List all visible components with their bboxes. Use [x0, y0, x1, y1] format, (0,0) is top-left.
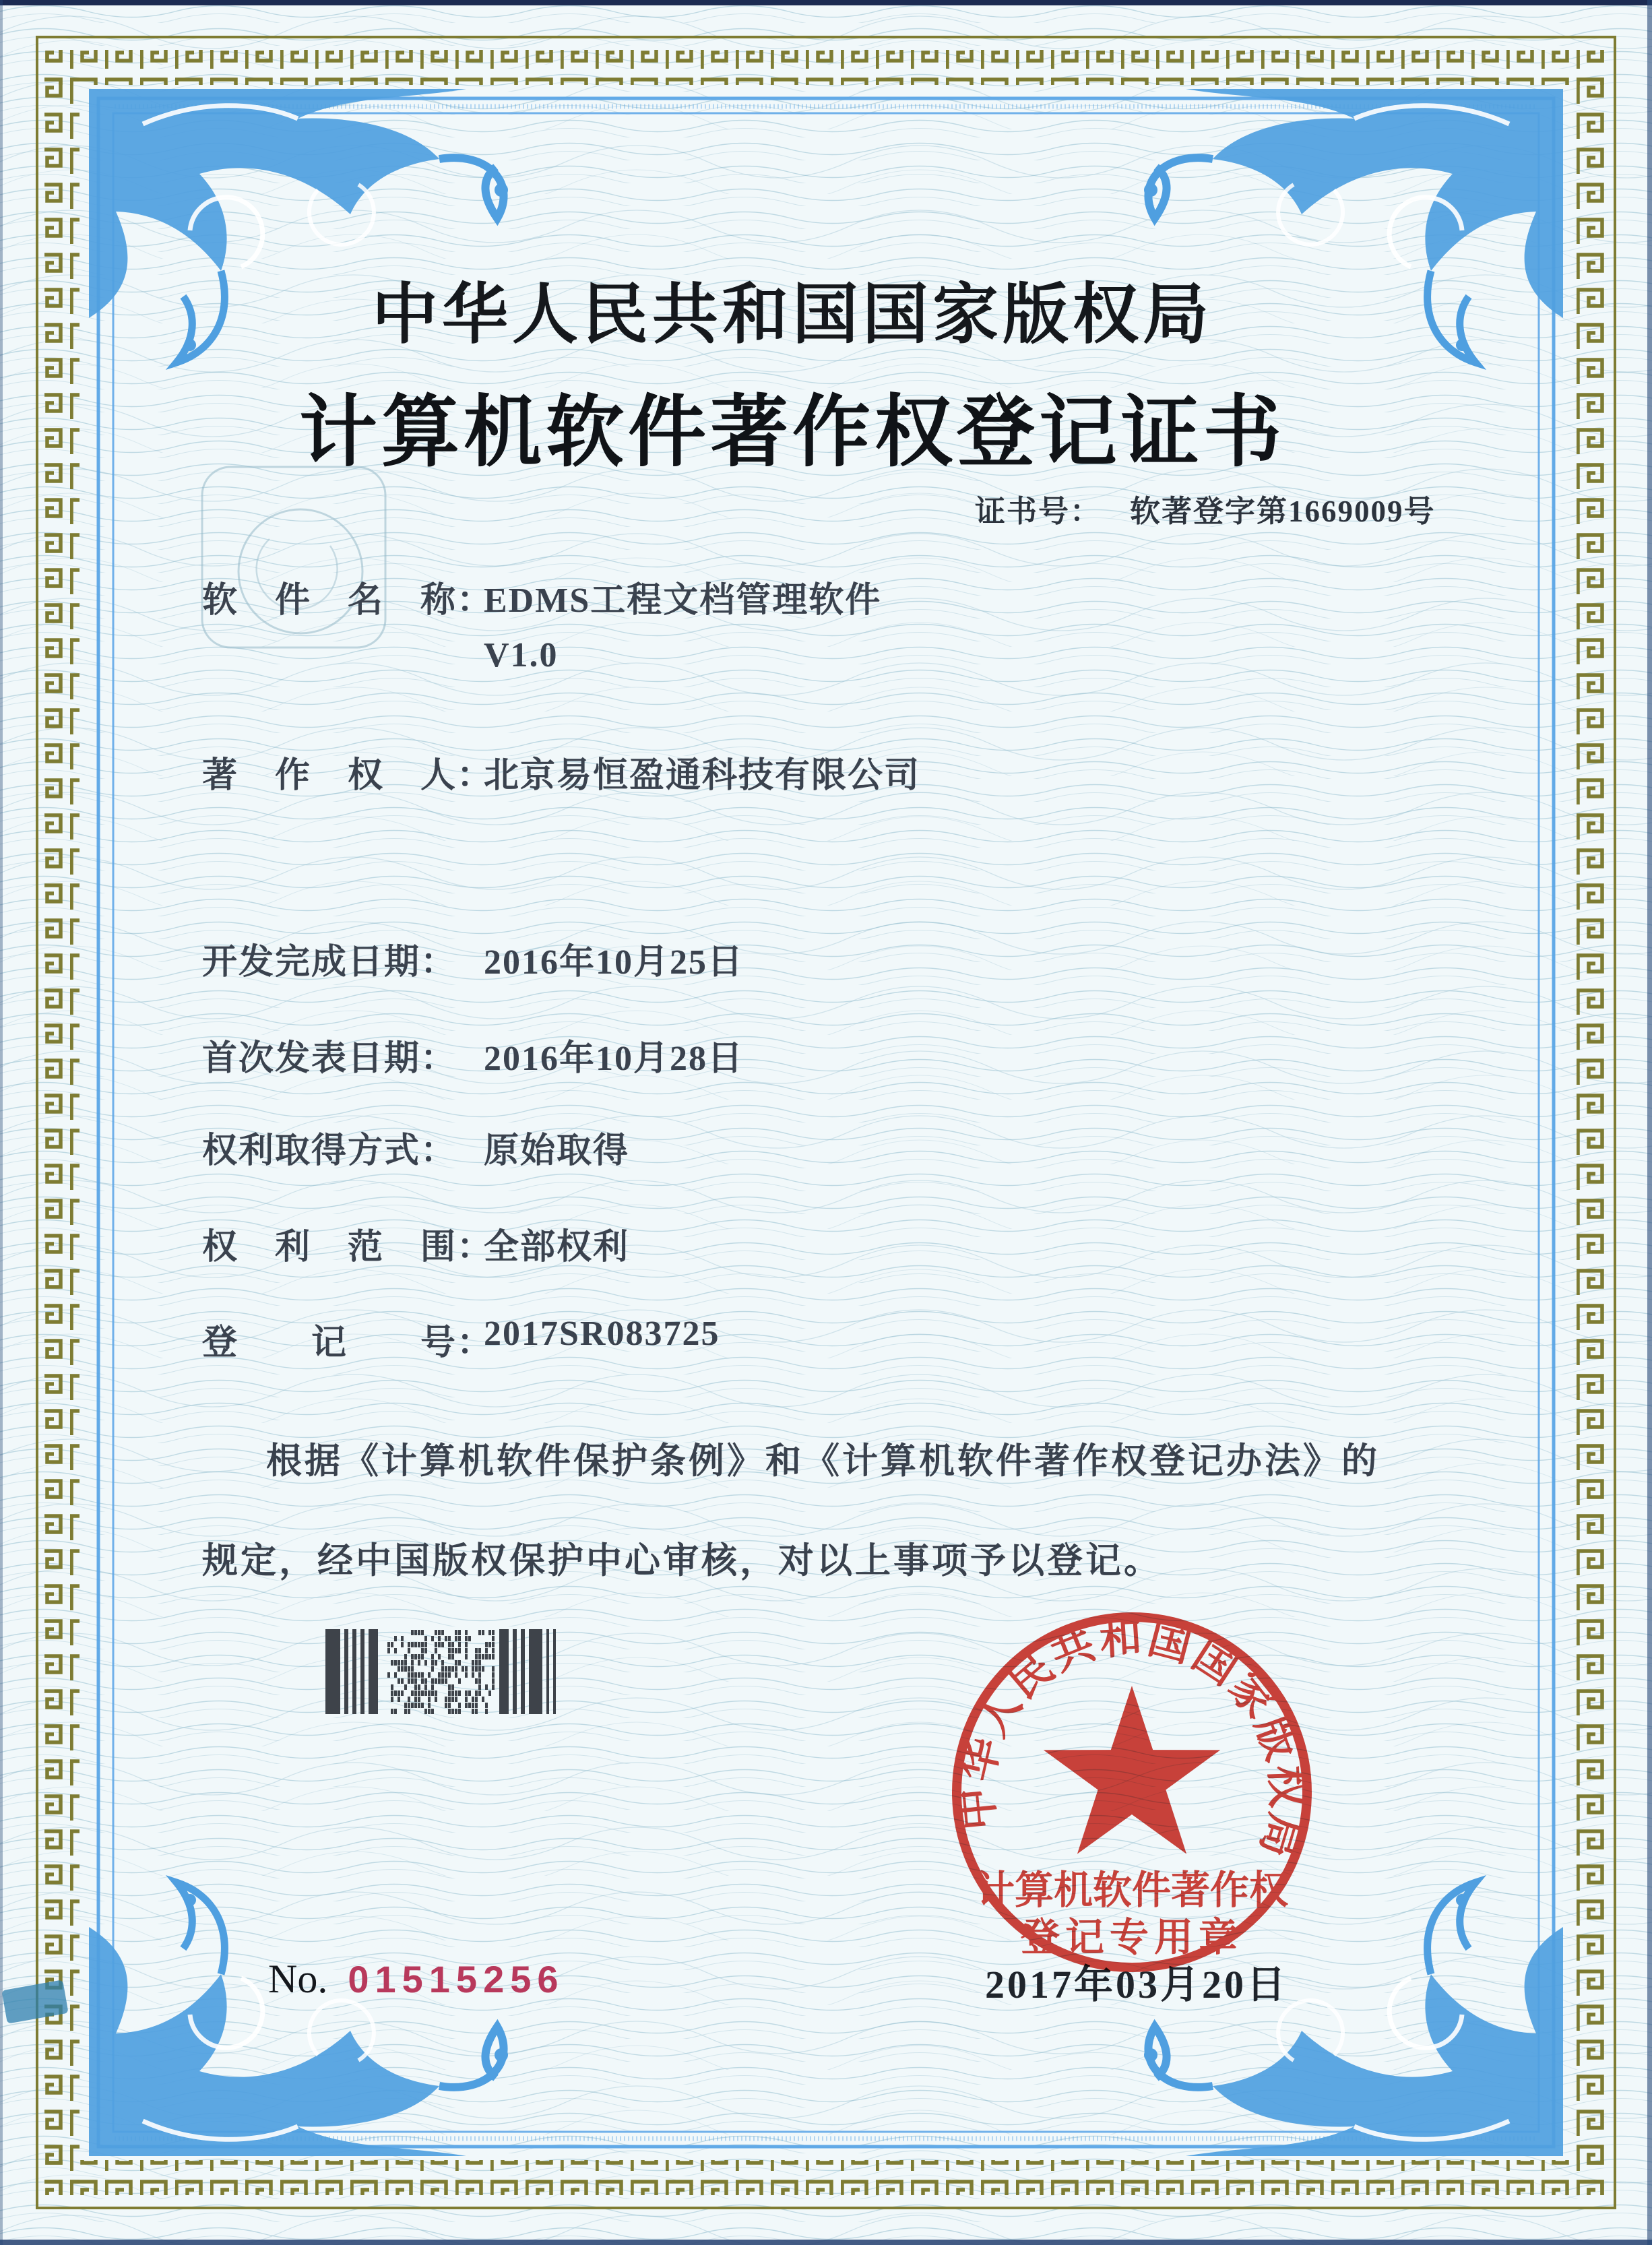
official-seal	[903, 1563, 1361, 2021]
field-registration-number	[202, 1314, 720, 1364]
authority-title: 中华人民共和国国家版权局	[371, 279, 1213, 352]
field-label: 著 作 权 人：	[202, 757, 494, 795]
serial-number-row	[268, 1956, 565, 2002]
software-version: V1.0	[484, 636, 559, 674]
field-first-publication-date	[202, 1030, 744, 1080]
scan-edge-bottom	[0, 2240, 1652, 2245]
field-value: 原始取得	[484, 1132, 630, 1170]
seal-text-line1: 计算机软件著作权	[975, 1868, 1289, 1912]
field-label: 权利取得方式：	[202, 1132, 457, 1170]
field-value: 2017SR083725	[484, 1315, 720, 1353]
barcode-2d	[325, 1629, 558, 1714]
field-rights-scope	[202, 1218, 629, 1269]
serial-label: No.	[268, 1957, 328, 2001]
scan-edge-left	[0, 0, 3, 2245]
scan-edge-top	[0, 0, 1652, 5]
issue-date: 2017年03月20日	[985, 1963, 1289, 2006]
field-value: EDMS工程文档管理软件	[484, 581, 882, 620]
certificate-title: 计算机软件著作权登记证书	[299, 390, 1285, 476]
seal-ring-text: 中华人民共和国国家版权局	[951, 1612, 1312, 1868]
field-value: 2016年10月25日	[484, 943, 744, 982]
field-label: 首次发表日期：	[202, 1040, 457, 1078]
field-completion-date	[202, 933, 744, 984]
scan-edge-right	[1647, 0, 1652, 2245]
statement-line-1: 根据《计算机软件保护条例》和《计算机软件著作权登记办法》的	[266, 1442, 1380, 1481]
serial-number: 01515256	[348, 1958, 565, 2000]
field-value: 2016年10月28日	[484, 1040, 744, 1078]
field-rights-acquisition	[202, 1122, 629, 1172]
certificate-number-value: 软著登字第1669009号	[1130, 495, 1436, 528]
certificate-number-label: 证书号：	[975, 495, 1102, 528]
field-value: 北京易恒盈通科技有限公司	[484, 757, 921, 795]
field-label: 权 利 范 围：	[202, 1228, 494, 1267]
field-copyright-owner	[202, 747, 920, 797]
seal-star	[1044, 1686, 1220, 1854]
field-label: 软 件 名 称：	[202, 581, 494, 620]
field-label: 登 记 号：	[202, 1324, 494, 1362]
field-value: 全部权利	[484, 1228, 630, 1267]
statement-line-2: 规定，经中国版权保护中心审核，对以上事项予以登记。	[202, 1542, 1162, 1581]
field-software-name	[202, 571, 881, 622]
seal-text-line2: 登记专用章	[1020, 1916, 1244, 1959]
certificate-number-row	[975, 486, 1436, 530]
field-label: 开发完成日期：	[202, 943, 457, 982]
